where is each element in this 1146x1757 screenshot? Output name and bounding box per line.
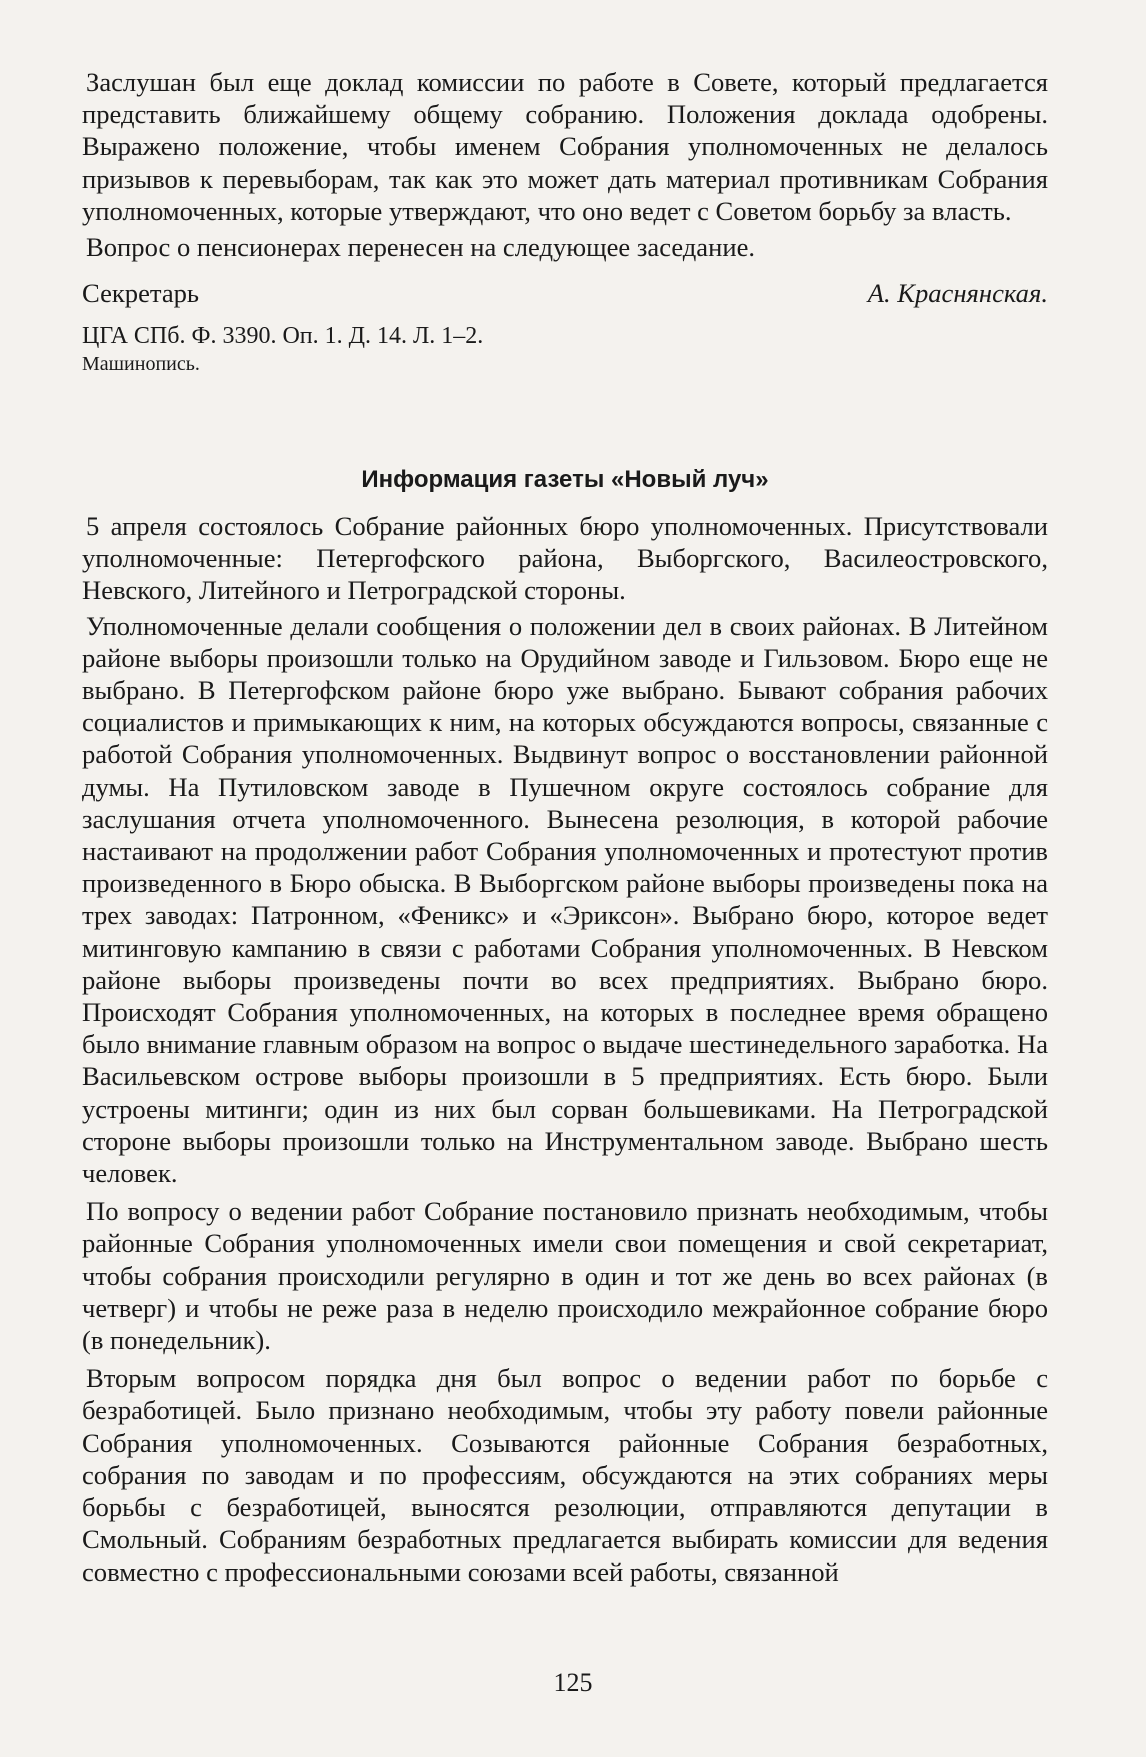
archive-reference: ЦГА СПб. Ф. 3390. Оп. 1. Д. 14. Л. 1–2. [82, 323, 484, 350]
signature-name: А. Краснянская. [867, 278, 1048, 309]
article-body [82, 510, 1048, 1588]
pension-paragraph: Вопрос о пенсионерах перенесен на следующее заседание. [86, 232, 756, 263]
page-number: 125 [553, 1668, 593, 1697]
signature-line [82, 277, 1048, 309]
typescript-note: Машинопись. [82, 353, 200, 376]
article-paragraph-3: По вопросу о ведении работ Собрание постановило признать необходимым, чтобы районные Собрания уполномоченных имели свои помещения и свой секретариат, чтобы собрания происходили регулярно в один и тот же день во всех районах (в четверг) и чтобы не реже раза в неделю происходило межрайонное собрание бюро (в понедельник). [82, 1196, 1048, 1356]
article-heading: Информация газеты «Новый луч» [361, 466, 769, 493]
article-paragraph-2: Уполномоченные делали сообщения о положении дел в своих районах. В Литейном районе выборы произошли только на Орудийном заводе и Гильзовом. Бюро еще не выбрано. В Петергофском районе бюро уже выбрано. Бывают собрания рабочих социалистов и примыкающих к ним, на которых обсуждаются вопросы, связанные с работой Собрания уполномоченных. Выдвинут вопрос о восстановлении районной думы. На Путиловском заводе в Пушечном округе состоялось собрание для заслушания отчета уполномоченного. Вынесена резолюция, в которой рабочие настаивают на продолжении работ Собрания уполномоченных и протестуют против произведенного в Бюро обыска. В Выборгском районе выборы произведены пока на трех заводах: Патронном, «Феникс» и «Эриксон». Выбрано бюро, которое ведет митинговую кампанию в связи с работами Собрания уполномоченных. В Невском районе выборы произведены почти во всех предприятиях. Выбрано бюро. Происходят Собрания уполномоченных, на которых в последнее время обращено было внимание главным образом на вопрос о выдаче шестинедельного заработка. На Васильевском острове выборы произошли в 5 предприятиях. Есть бюро. Были устроены митинги; один из них был сорван большевиками. На Петроградской стороне выборы произошли только на Инструментальном заводе. Выбрано шесть человек. [82, 610, 1048, 1189]
article-heading-block [82, 465, 1048, 495]
top-section [82, 66, 1048, 377]
article-paragraph-1: 5 апреля состоялось Собрание районных бюро уполномоченных. Присутствовали уполномоченные: Петергофского района, Выборгского, Василеостровского, Невского, Литейного и Петроградской стороны. [82, 511, 1048, 606]
signature-role: Секретарь [82, 278, 200, 309]
article-paragraph-4: Вторым вопросом порядка дня был вопрос о ведении работ по борьбе с безработицей. Было признано необходимым, чтобы эту работу повели районные Собрания уполномоченных. Созываются районные Собрания безработных, собрания по заводам и по профессиям, обсуждаются на этих собраниях меры борьбы с безработицей, выносятся резолюции, отправляются депутации в Смольный. Собраниям безработных предлагается выбирать комиссии для ведения совместно с профессиональными союзами всей работы, связанной [82, 1363, 1048, 1587]
top-paragraph: Заслушан был еще доклад комиссии по работе в Совете, который предлагается представить ближайшему общему собранию. Положения доклада одобрены. Выражено положение, чтобы именем Собрания уполномоченных не делалось призывов к перевыборам, так как это может дать материал противникам Собрания уполномоченных, которые утверждают, что оно ведет с Советом борьбу за власть. [82, 67, 1048, 226]
